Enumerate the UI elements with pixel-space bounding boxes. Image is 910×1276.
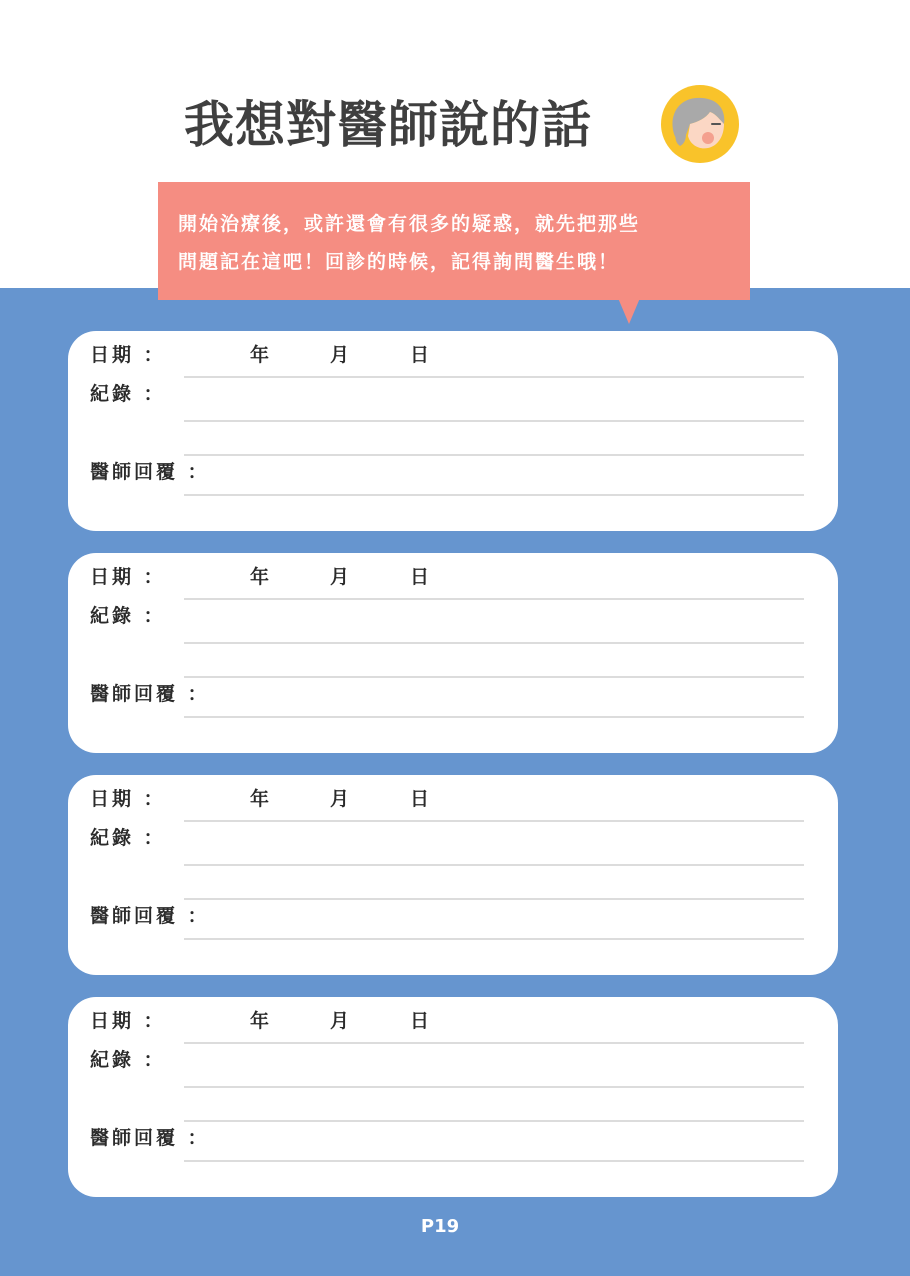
year-label: 年 (250, 344, 273, 366)
page-number: P19 (420, 1216, 460, 1237)
date-label: 日期 ： (90, 344, 166, 366)
record-line[interactable] (184, 1120, 804, 1122)
date-label: 日期 ： (90, 1010, 166, 1032)
record-line[interactable] (184, 898, 804, 900)
intro-line-1: 開始治療後，或許還會有很多的疑惑，就先把那些 (178, 213, 641, 235)
date-label: 日期 ： (90, 566, 166, 588)
doctor-reply-label: 醫師回覆 ： (90, 1127, 210, 1149)
doctor-reply-label: 醫師回覆 ： (90, 461, 210, 483)
doctor-reply-line[interactable] (184, 938, 804, 940)
doctor-reply-label: 醫師回覆 ： (90, 905, 210, 927)
date-line[interactable] (184, 1042, 804, 1044)
note-entry-card (68, 775, 838, 975)
doctor-reply-line[interactable] (184, 716, 804, 718)
year-label: 年 (250, 788, 273, 810)
year-label: 年 (250, 1010, 273, 1032)
doctor-reply-line[interactable] (184, 494, 804, 496)
record-line[interactable] (184, 1086, 804, 1088)
record-label: 紀錄 ： (90, 605, 166, 627)
page-title: 我想對醫師說的話 (184, 96, 592, 154)
speech-bubble-tail (618, 298, 640, 324)
record-label: 紀錄 ： (90, 1049, 166, 1071)
day-label: 日 (410, 1010, 433, 1032)
intro-text (178, 205, 738, 281)
record-label: 紀錄 ： (90, 383, 166, 405)
month-label: 月 (330, 788, 353, 810)
doctor-reply-label: 醫師回覆 ： (90, 683, 210, 705)
note-entry-card (68, 331, 838, 531)
date-line[interactable] (184, 598, 804, 600)
note-entry-card (68, 553, 838, 753)
record-line[interactable] (184, 642, 804, 644)
intro-line-2: 問題記在這吧！回診的時候，記得詢問醫生哦！ (178, 251, 620, 273)
date-line[interactable] (184, 820, 804, 822)
month-label: 月 (330, 1010, 353, 1032)
day-label: 日 (410, 566, 433, 588)
record-line[interactable] (184, 454, 804, 456)
date-label: 日期 ： (90, 788, 166, 810)
record-line[interactable] (184, 676, 804, 678)
month-label: 月 (330, 566, 353, 588)
record-line[interactable] (184, 864, 804, 866)
record-label: 紀錄 ： (90, 827, 166, 849)
day-label: 日 (410, 344, 433, 366)
doctor-reply-line[interactable] (184, 1160, 804, 1162)
elderly-woman-avatar-icon (660, 84, 740, 164)
year-label: 年 (250, 566, 273, 588)
day-label: 日 (410, 788, 433, 810)
month-label: 月 (330, 344, 353, 366)
record-line[interactable] (184, 420, 804, 422)
date-line[interactable] (184, 376, 804, 378)
note-entry-card (68, 997, 838, 1197)
